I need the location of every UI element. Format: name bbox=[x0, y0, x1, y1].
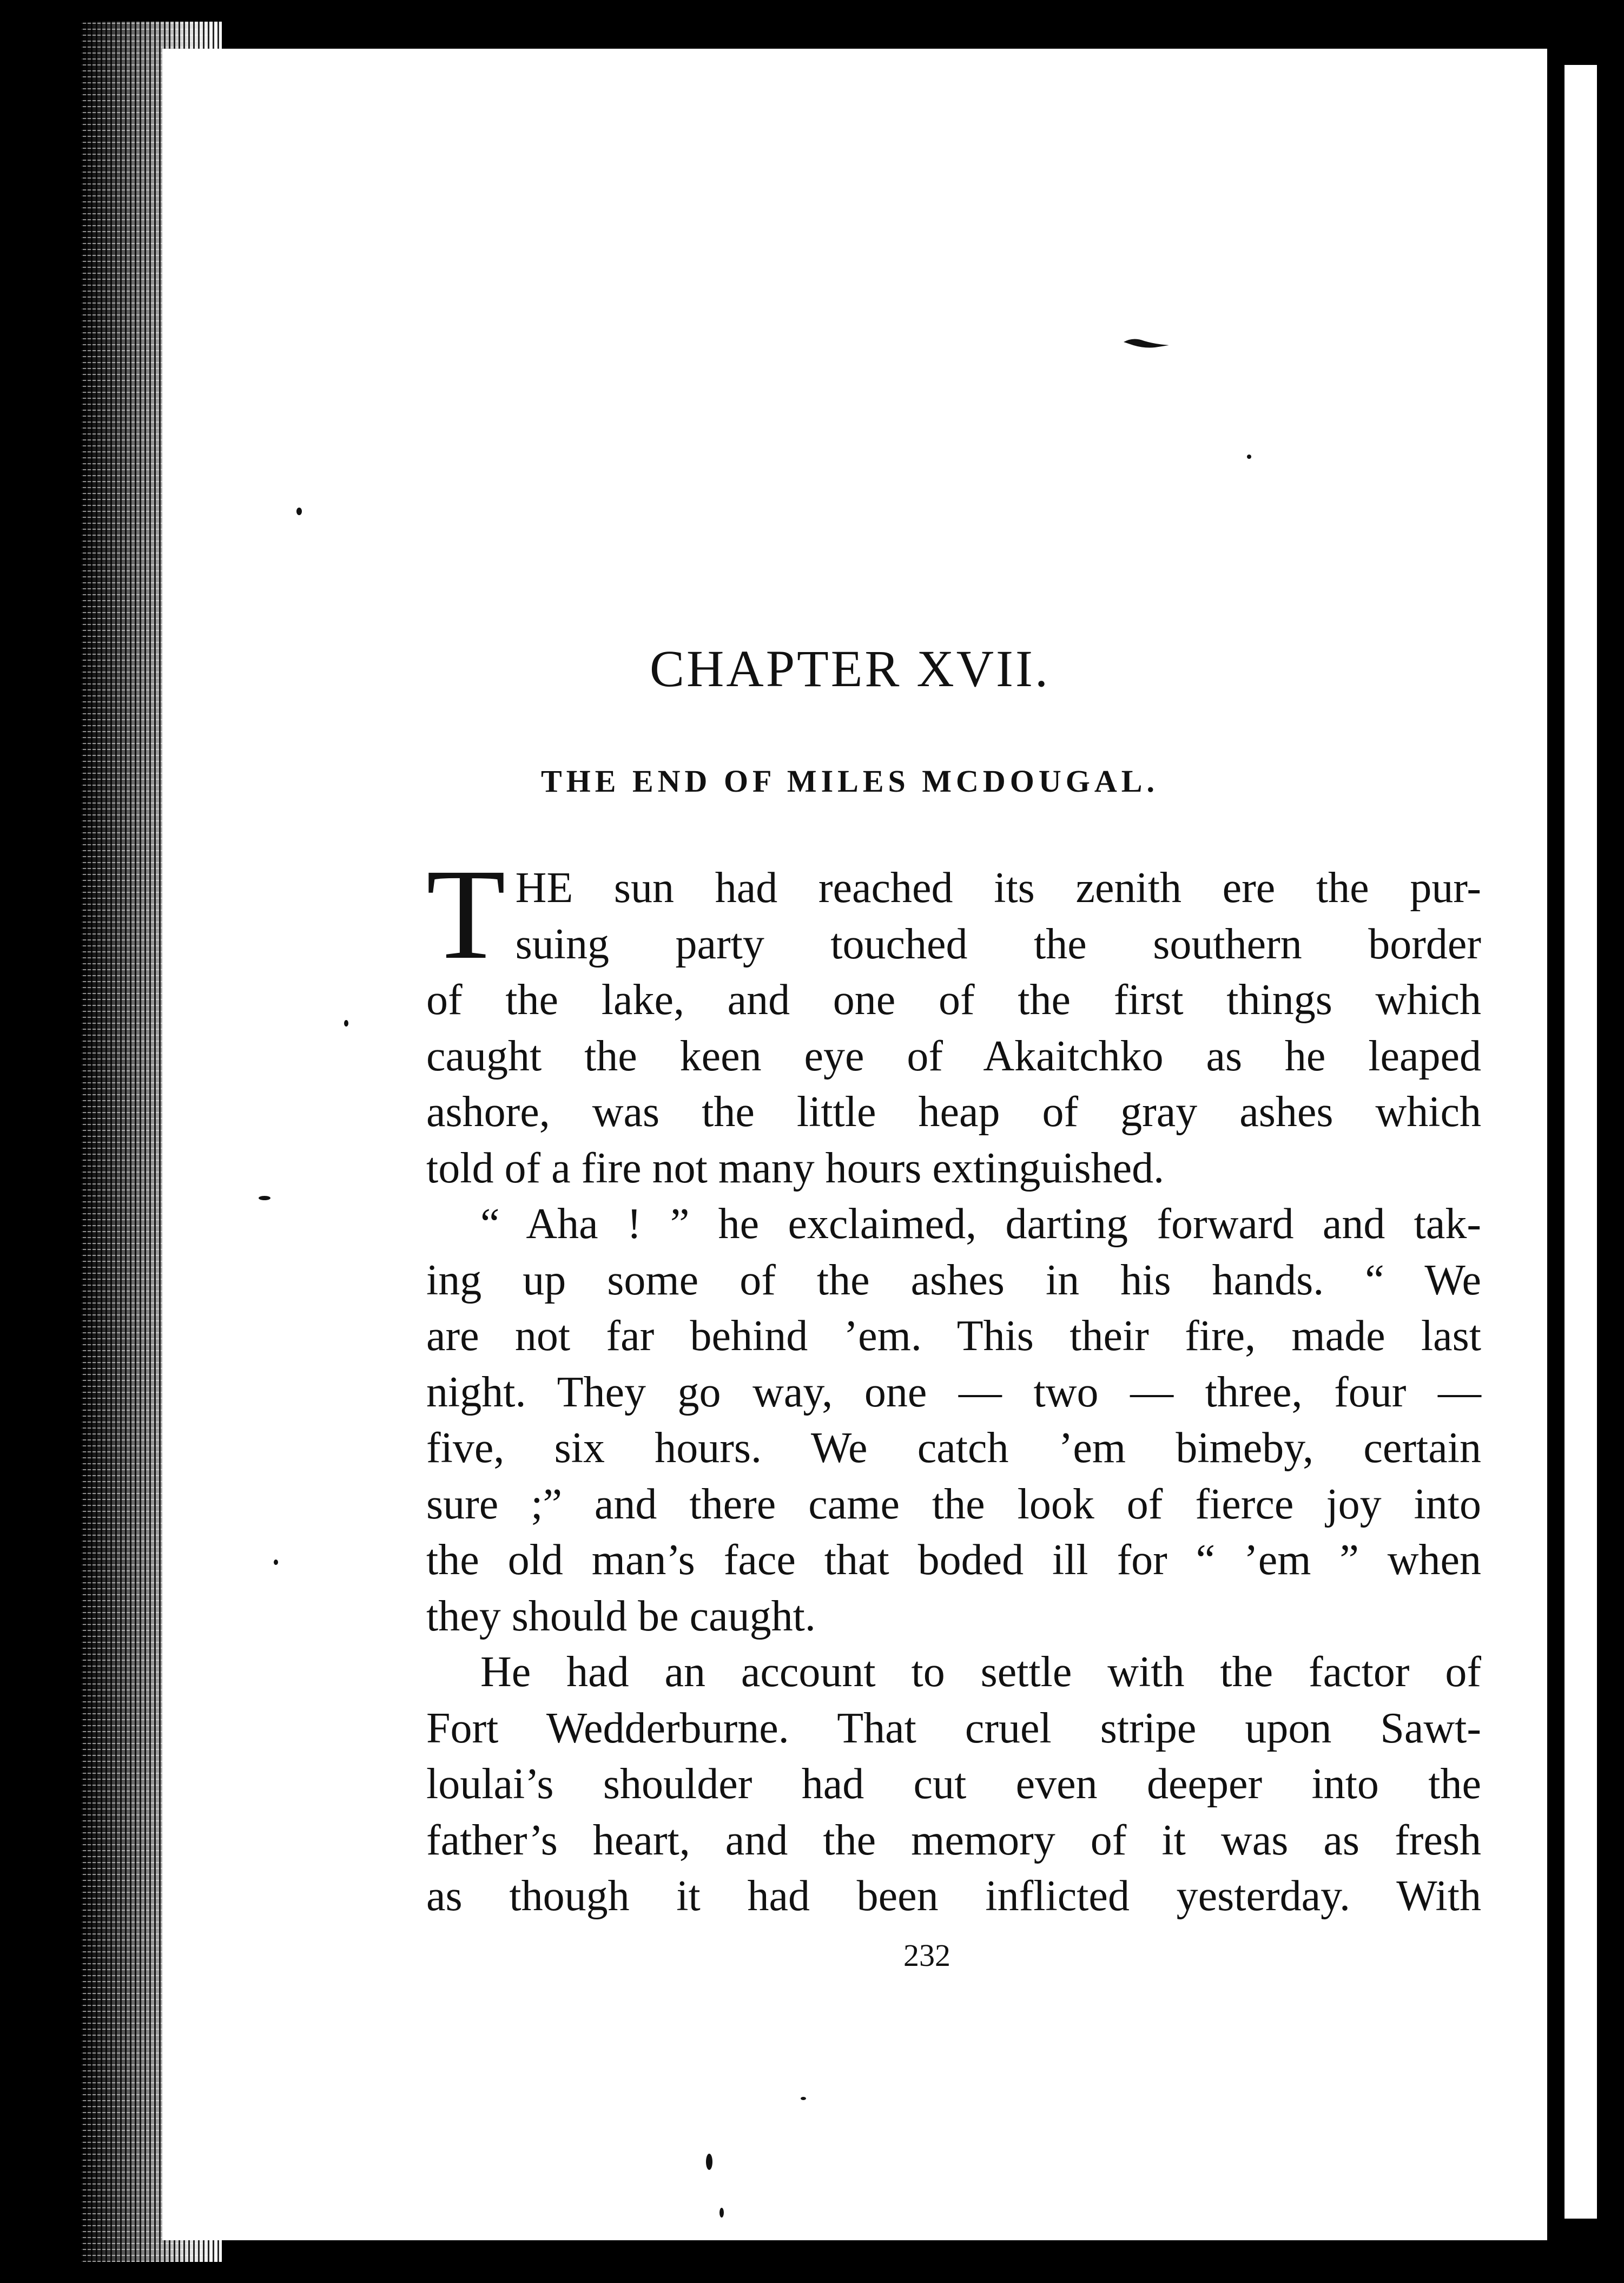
text-line: HE sun had reached its zenith ere the pur- bbox=[515, 864, 1481, 912]
drop-cap: T bbox=[426, 842, 506, 986]
scan-speck bbox=[706, 2154, 712, 2170]
text-line: ashore, was the little heap of gray ashes which bbox=[426, 1088, 1481, 1136]
paragraph bbox=[426, 1644, 1481, 1925]
page-number: 232 bbox=[903, 1938, 950, 1973]
text-line: suing party touched the southern border bbox=[515, 920, 1481, 968]
text-line: they should be caught. bbox=[426, 1592, 816, 1640]
right-page-edge bbox=[1548, 49, 1564, 2240]
scan-speck bbox=[719, 2208, 724, 2218]
text-line: the old man’s face that boded ill for “ ’em ” when bbox=[426, 1536, 1481, 1584]
text-line: father’s heart, and the memory of it was as fresh bbox=[426, 1816, 1481, 1864]
text-line: told of a fire not many hours extinguished. bbox=[426, 1144, 1165, 1192]
scan-speck bbox=[274, 1560, 278, 1565]
paragraph bbox=[426, 842, 1481, 1196]
scan-speck bbox=[259, 1196, 270, 1200]
scan-speck bbox=[344, 1020, 348, 1027]
text-line: of the lake, and one of the first things which bbox=[426, 976, 1481, 1024]
text-line: sure ;” and there came the look of fierce joy into bbox=[426, 1480, 1481, 1528]
text-line: “ Aha ! ” he exclaimed, darting forward and tak- bbox=[480, 1200, 1481, 1248]
text-line: loulai’s shoulder had cut even deeper into the bbox=[426, 1760, 1481, 1808]
chapter-subtitle: THE END OF MILES MCDOUGAL. bbox=[541, 764, 1159, 799]
text-line: ing up some of the ashes in his hands. “ We bbox=[426, 1256, 1481, 1304]
scan-speck bbox=[801, 2097, 806, 2100]
paragraph bbox=[426, 1196, 1481, 1644]
text-line: He had an account to settle with the factor of bbox=[480, 1648, 1481, 1696]
ornament-mark bbox=[1123, 335, 1171, 352]
body-text bbox=[426, 842, 1481, 1925]
text-line: are not far behind ’em. This their fire, made last bbox=[426, 1312, 1481, 1360]
text-line: Fort Wedderburne. That cruel stripe upon Sawt- bbox=[426, 1704, 1481, 1752]
next-page-sliver bbox=[1564, 65, 1597, 2219]
text-line: five, six hours. We catch ’em bimeby, certain bbox=[426, 1424, 1481, 1472]
chapter-title: CHAPTER XVII. bbox=[650, 640, 1050, 698]
text-line: night. They go way, one — two — three, four — bbox=[426, 1368, 1481, 1416]
text-line: as though it had been inflicted yesterday. With bbox=[426, 1872, 1481, 1920]
scan-speck bbox=[296, 508, 302, 515]
scan-speck bbox=[1247, 455, 1251, 459]
text-line: caught the keen eye of Akaitchko as he leaped bbox=[426, 1032, 1481, 1080]
